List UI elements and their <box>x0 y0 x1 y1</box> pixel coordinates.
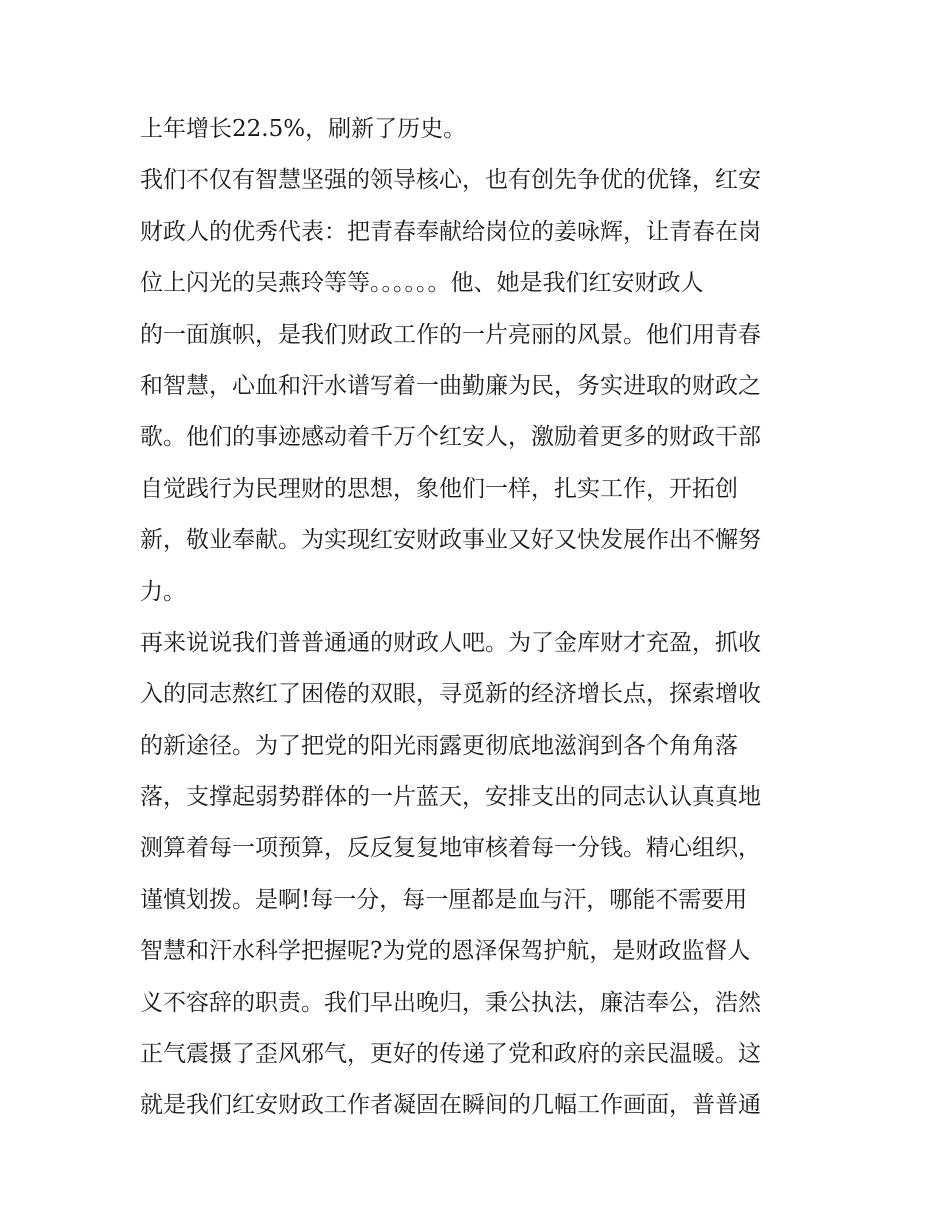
text-line: 的一面旗帜，是我们财政工作的一片亮丽的风景。他们用青春 <box>140 321 761 348</box>
text-line: 的新途径。为了把党的阳光雨露更彻底地滋润到各个角角落 <box>140 732 738 759</box>
text-line: 自觉践行为民理财的思想，象他们一样，扎实工作，开拓创 <box>140 475 738 502</box>
text-line: 义不容辞的职责。我们早出晚归，秉公执法，廉洁奉公，浩然 <box>140 989 761 1016</box>
text-line: 上年增长22.5%，刷新了历史。 <box>140 116 467 142</box>
text-line: 就是我们红安财政工作者凝固在瞬间的几幅工作画面，普普通 <box>140 1092 761 1119</box>
text-line: 财政人的优秀代表：把青春奉献给岗位的姜咏辉，让青春在岗 <box>140 218 761 245</box>
text-line: 谨慎划拨。是啊!每一分，每一厘都是血与汗，哪能不需要用 <box>140 886 748 913</box>
text-line: 歌。他们的事迹感动着千万个红安人，激励着更多的财政干部 <box>140 424 761 451</box>
text-line: 位上闪光的吴燕玲等等。。。。。。他、她是我们红安财政人 <box>140 270 704 297</box>
text-line: 和智慧，心血和汗水谱写着一曲勤廉为民，务实进取的财政之 <box>140 372 761 399</box>
text-line: 再来说说我们普普通通的财政人吧。为了金库财才充盈，抓收 <box>140 629 761 656</box>
text-line: 落，支撑起弱势群体的一片蓝天，安排支出的同志认认真真地 <box>140 784 761 811</box>
text-line: 入的同志熬红了困倦的双眼，寻觅新的经济增长点，探索增收 <box>140 681 761 708</box>
text-line: 测算着每一项预算，反反复复地审核着每一分钱。精心组织， <box>140 835 761 862</box>
text-line: 力。 <box>140 578 186 605</box>
body-text <box>140 107 815 1135</box>
text-line: 智慧和汗水科学把握呢?为党的恩泽保驾护航，是财政监督人 <box>140 938 751 965</box>
text-line: 我们不仅有智慧坚强的领导核心，也有创先争优的优锋，红安 <box>140 167 761 194</box>
text-line: 新，敬业奉献。为实现红安财政事业又好又快发展作出不懈努 <box>140 527 761 554</box>
text-line: 正气震摄了歪风邪气，更好的传递了党和政府的亲民温暖。这 <box>140 1041 761 1068</box>
